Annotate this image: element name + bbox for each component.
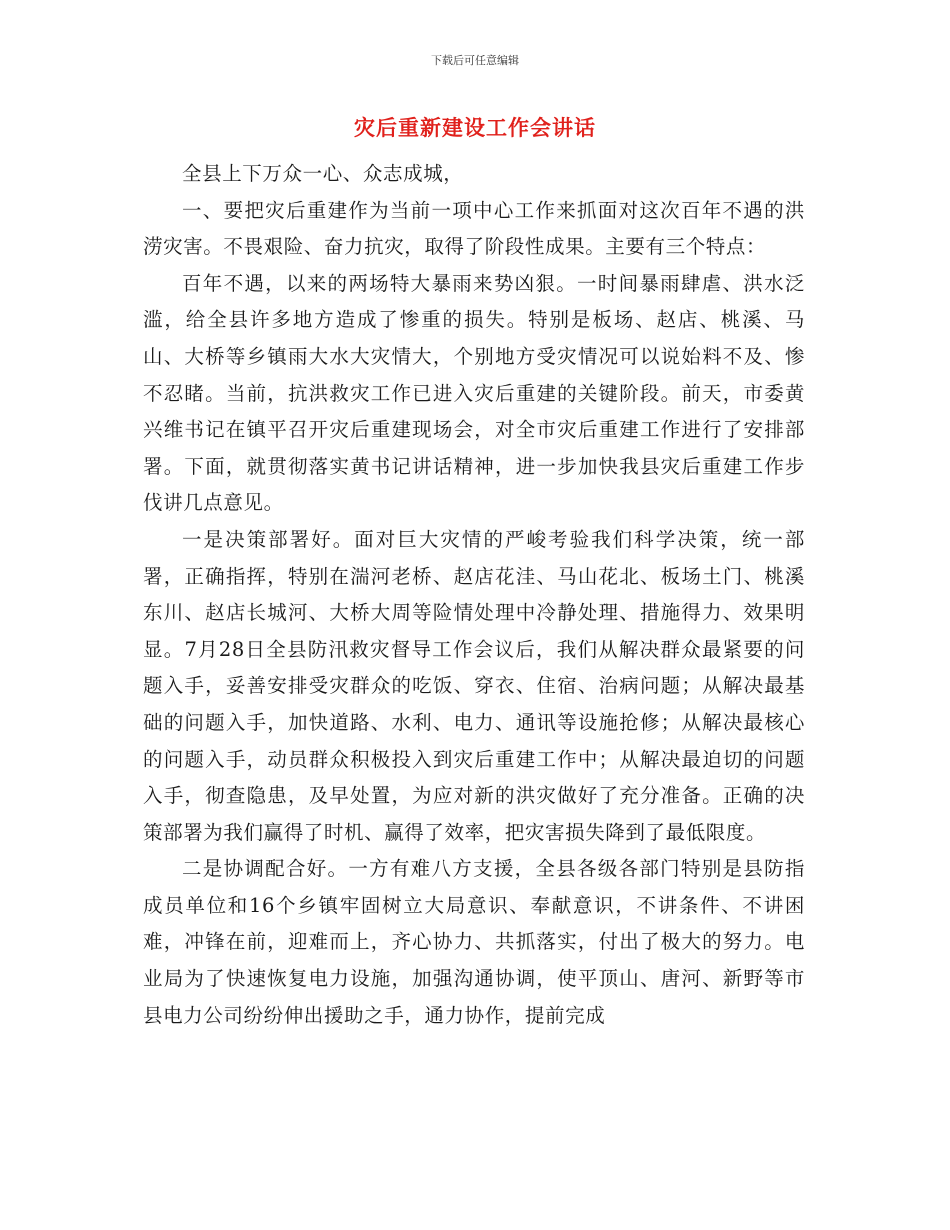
- paragraph-decision-deployment: 一是决策部署好。面对巨大灾情的严峻考验我们科学决策，统一部署，正确指挥，特别在湍河老桥、赵店花洼、马山花北、板场土门、桃溪东川、赵店长城河、大桥大周等险情处理中冷静处理、措施得力、效果明显。7月28日全县防汛救灾督导工作会议后，我们从解决群众最紧要的问题入手，妥善安排受灾群众的吃饭、穿衣、住宿、治病问题；从解决最基础的问题入手，加快道路、水利、电力、通讯等设施抢修；从解决最核心的问题入手，动员群众积极投入到灾后重建工作中；从解决最迫切的问题入手，彻查隐患，及早处置，为应对新的洪灾做好了充分准备。正确的决策部署为我们赢得了时机、赢得了效率，把灾害损失降到了最低限度。: [143, 527, 805, 844]
- paragraph-section-one: 一、要把灾后重建作为当前一项中心工作来抓面对这次百年不遇的洪涝灾害。不畏艰险、奋力抗灾，取得了阶段性成果。主要有三个特点：: [143, 198, 805, 259]
- header-note: 下载后可任意编辑: [431, 54, 519, 67]
- paragraph-coordination: 二是协调配合好。一方有难八方支援，全县各级各部门特别是县防指成员单位和16个乡镇牢固树立大局意识、奉献意识，不讲条件、不讲困难，冲锋在前，迎难而上，齐心协力、共抓落实，付出了极大的努力。电业局为了快速恢复电力设施，加强沟通协调，使平顶山、唐河、新野等市县电力公司纷纷伸出援助之手，通力协作，提前完成: [143, 857, 805, 1027]
- paragraph-greeting: 全县上下万众一心、众志成城，: [182, 162, 464, 185]
- document-title: 灾后重新建设工作会讲话: [354, 116, 596, 140]
- document-body: [143, 156, 805, 1034]
- paragraph-disaster-overview: 百年不遇，以来的两场特大暴雨来势凶狠。一时间暴雨肆虐、洪水泛滥，给全县许多地方造成了惨重的损失。特别是板场、赵店、桃溪、马山、大桥等乡镇雨大水大灾情大，个别地方受灾情况可以说始料不及、惨不忍睹。当前，抗洪救灾工作已进入灾后重建的关键阶段。前天，市委黄兴维书记在镇平召开灾后重建现场会，对全市灾后重建工作进行了安排部署。下面，就贯彻落实黄书记讲话精神，进一步加快我县灾后重建工作步伐讲几点意见。: [143, 271, 805, 515]
